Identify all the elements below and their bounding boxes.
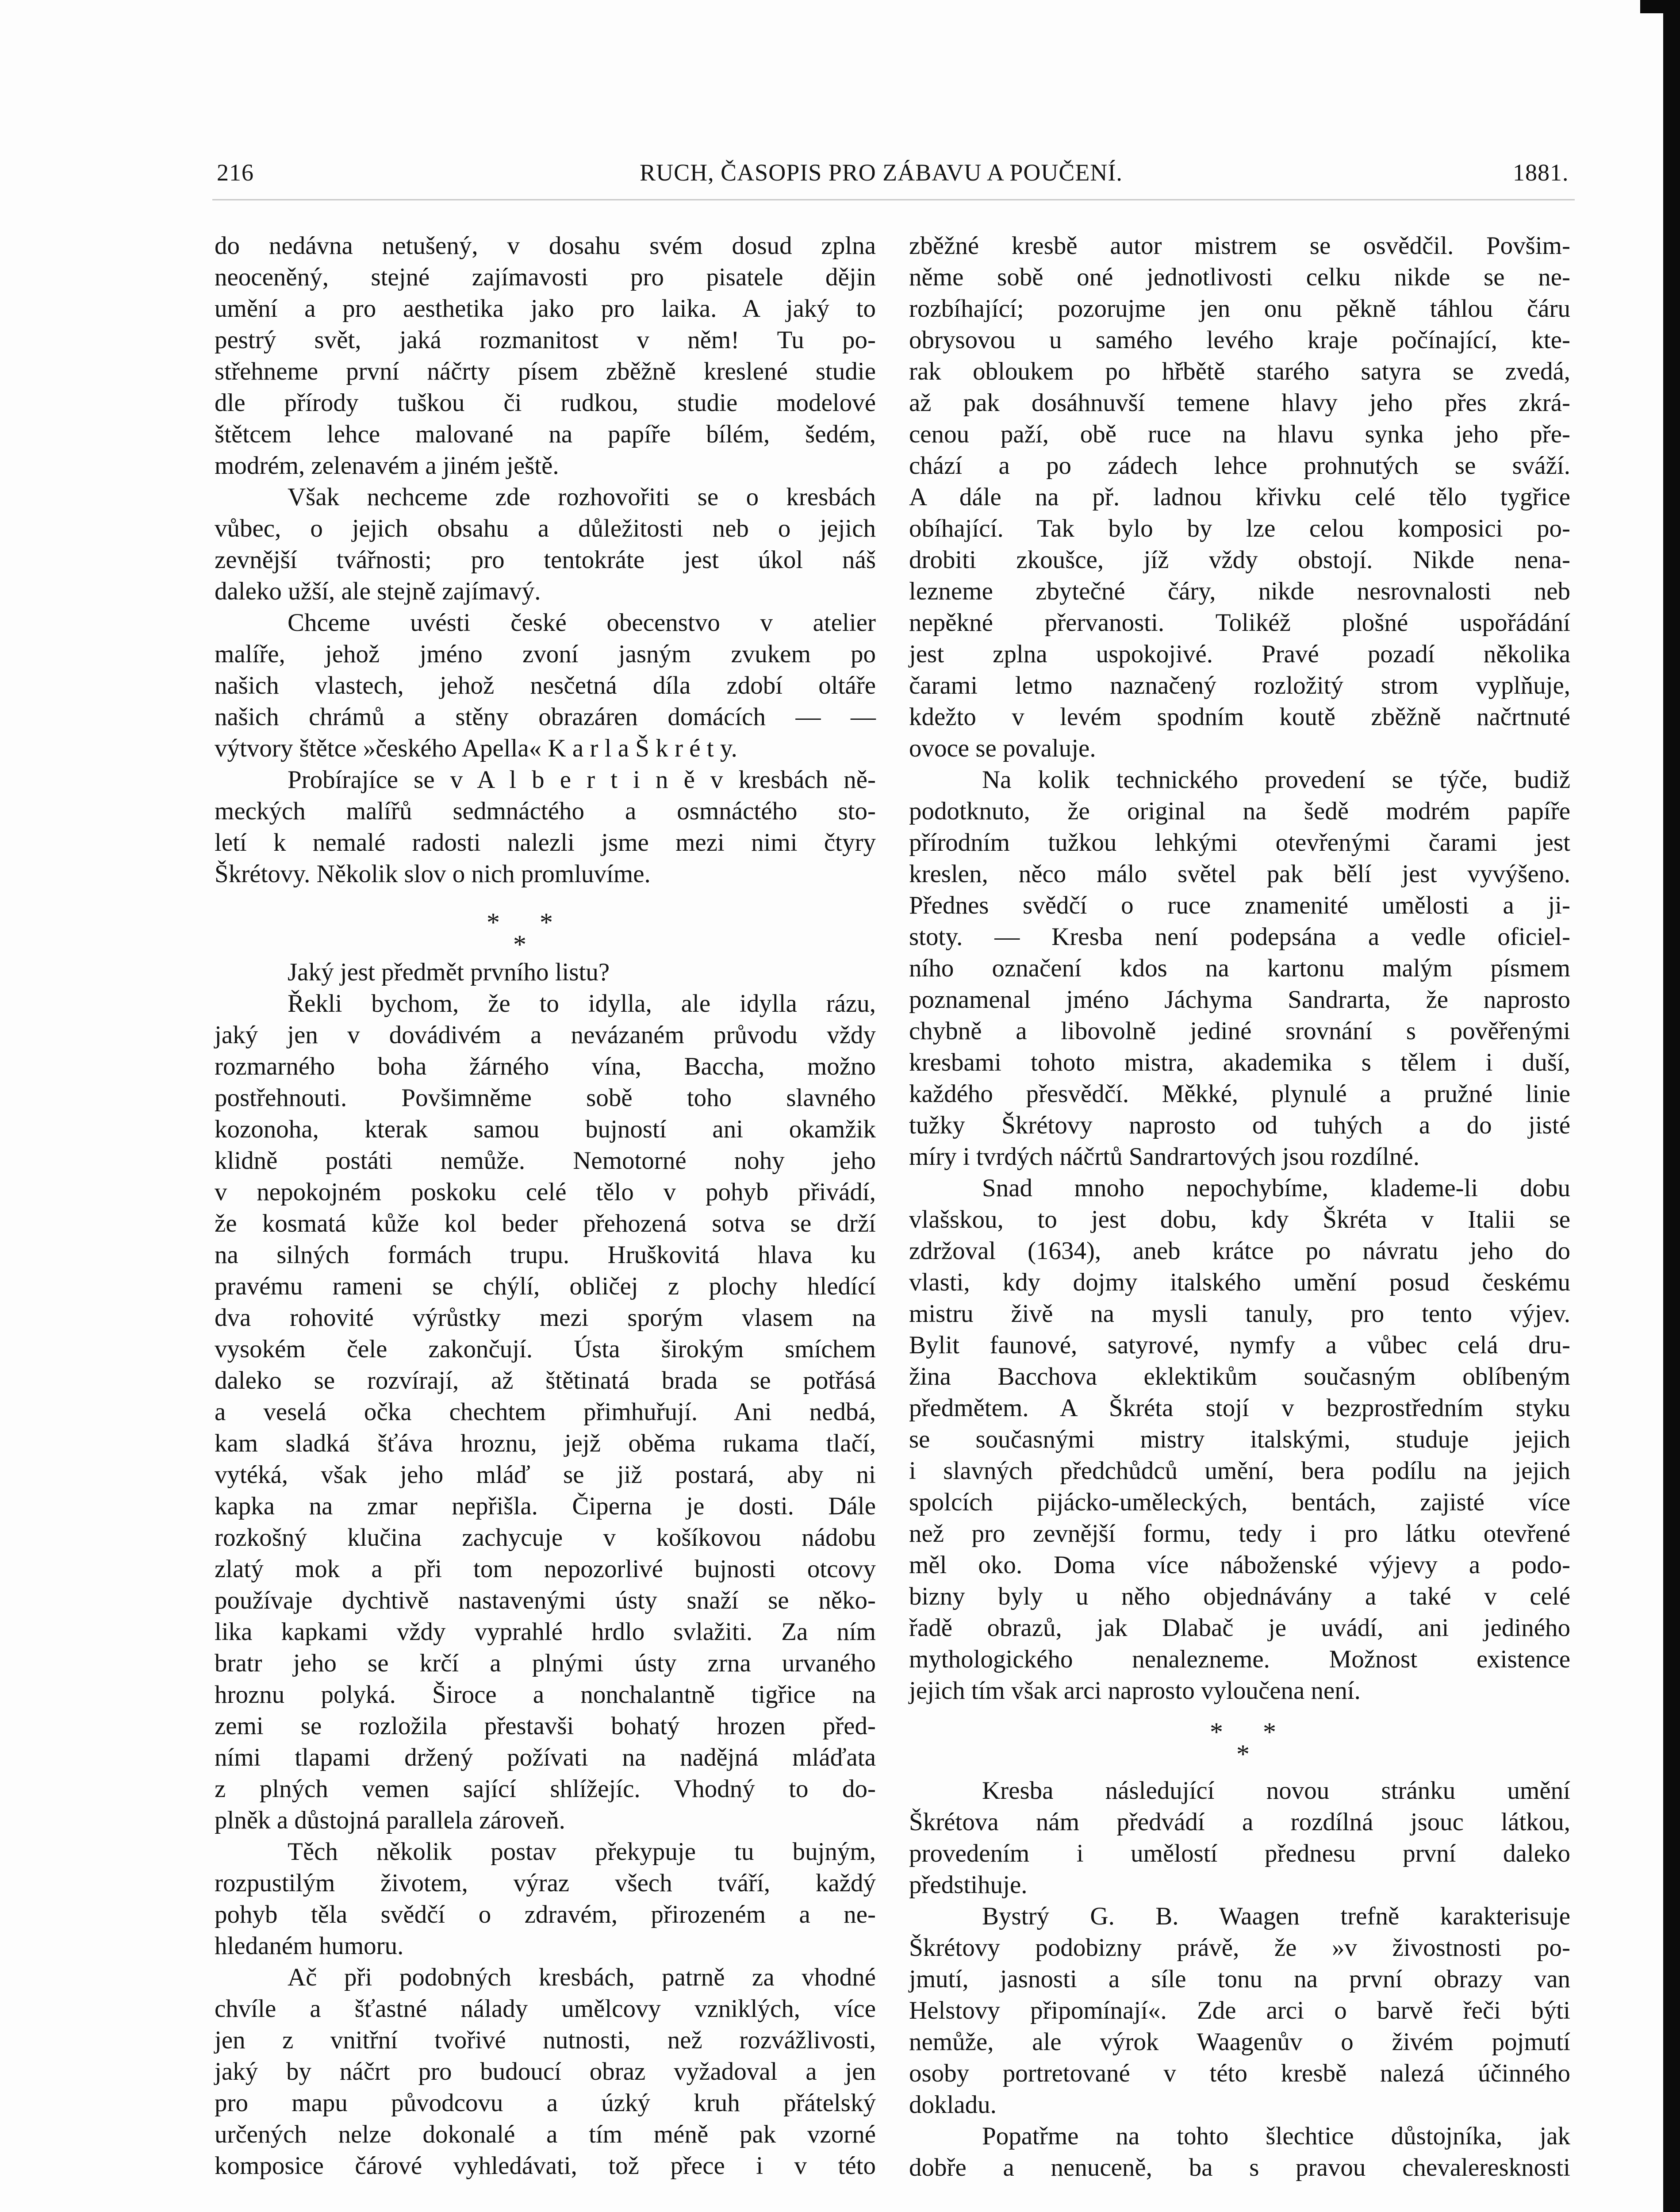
text-line: výtvory štětce »českého Apella« K a r l a Š k r é t y.: [215, 734, 737, 762]
text-line: Přednes svědčí o ruce znamenité umělosti a ji-: [909, 891, 1570, 919]
text-line: kdežto v levém spodním koutě zběžně načrtnuté: [909, 703, 1570, 731]
text-line: Snad mnoho nepochybíme, klademe-li dobu: [982, 1174, 1570, 1202]
text-line: střehneme první náčrty písem zběžně kreslené studie: [215, 357, 876, 385]
text-line: Škrétovy podobizny právě, že »v živostnosti po-: [909, 1934, 1570, 1962]
text-line: než pro zevnější formu, tedy i pro látku otevřené: [909, 1520, 1570, 1548]
text-line: zemi se rozložila přestavši bohatý hrozen před-: [215, 1712, 876, 1740]
text-line: Však nechceme zde rozhovořiti se o kresbách: [288, 483, 876, 511]
text-line: Chceme uvésti české obecenstvo v atelier: [288, 609, 876, 637]
text-line: lezneme zbytečné čáry, nikde nesrovnalosti neb: [909, 577, 1570, 605]
text-line: jest zplna uspokojivé. Pravé pozadí několika: [909, 640, 1570, 668]
text-line: se současnými mistry italskými, studuje jejich: [909, 1425, 1570, 1453]
text-line: vytéká, však jeho mláď se již postará, aby ni: [215, 1461, 876, 1489]
text-line: modrém, zelenavém a jiném ještě.: [215, 452, 559, 480]
text-line: Helstovy připomínají«. Zde arci o barvě řeči býti: [909, 1997, 1570, 2024]
text-line: zevnější tvářnosti; pro tentokráte jest úkol náš: [215, 546, 876, 574]
text-line: neoceněný, stejné zajímavosti pro pisatele dějin: [215, 263, 876, 291]
text-line: kresbami tohoto mistra, akademika s tělem i duší,: [909, 1048, 1570, 1076]
text-line: dokladu.: [909, 2091, 997, 2119]
text-line: vůbec, o jejich obsahu a důležitosti neb o jejich: [215, 515, 876, 542]
text-line: cenou paží, obě ruce na hlavu synka jeho pře-: [909, 420, 1570, 448]
text-line: ního označení kdos na kartonu malým písmem: [909, 954, 1570, 982]
text-line: komposice čárové vyhledávati, tož přece i v této: [215, 2152, 876, 2180]
text-line: bratr jeho se krčí a plnými ústy zrna urvaného: [215, 1649, 876, 1677]
text-line: bizny byly u něho objednávány a také v celé: [909, 1582, 1570, 1610]
text-line: hroznu polyká. Široce a nonchalantně tigřice na: [215, 1681, 876, 1709]
text-line: Popatřme na tohto šlechtice důstojníka, jak: [982, 2122, 1570, 2150]
text-line: plněk a důstojná parallela zároveň.: [215, 1806, 565, 1834]
section-separator: * * *: [487, 908, 553, 959]
text-line: meckých malířů sedmnáctého a osmnáctého sto-: [215, 797, 876, 825]
text-line: kreslen, něco málo světel pak bělí jest vyvýšeno.: [909, 860, 1570, 888]
text-line: obrysovou u samého levého kraje počínající, kte-: [909, 326, 1570, 354]
text-line: žina Bacchova eklektikům současným oblíbeným: [909, 1363, 1570, 1390]
text-line: pestrý svět, jaká rozmanitost v něm! Tu po-: [215, 326, 876, 354]
text-line: vlasti, kdy dojmy italského umění posud českému: [909, 1268, 1570, 1296]
text-line: až pak dosáhnuvší temene hlavy jeho přes zkrá-: [909, 389, 1570, 417]
text-line: chybně a libovolně jediné srovnání s pověřenými: [909, 1017, 1570, 1045]
text-line: určených nelze dokonalé a tím méně pak vzorné: [215, 2120, 876, 2148]
scan-edge: [1663, 0, 1680, 2212]
text-line: používaje dychtivě nastavenými ústy snaží se něko-: [215, 1586, 876, 1614]
text-line: rozpustilým životem, výraz všech tváří, každý: [215, 1869, 876, 1897]
text-line: vlašskou, to jest dobu, kdy Škréta v Italii se: [909, 1206, 1570, 1233]
text-line: Na kolik technického provedení se týče, budiž: [982, 766, 1570, 794]
text-line: rozkošný klučina zachycuje v košíkovou nádobu: [215, 1524, 876, 1551]
right-column-part2: [909, 1775, 1570, 2183]
text-line: nepěkné přervanosti. Tolikéž plošné uspořádání: [909, 609, 1570, 637]
text-line: Těch několik postav překypuje tu bujným,: [288, 1838, 876, 1866]
left-column-part1: [215, 230, 876, 890]
text-line: do nedávna netušený, v dosahu svém dosud zplna: [215, 232, 876, 260]
text-line: jaký by náčrt pro budoucí obraz vyžadoval a jen: [215, 2058, 876, 2085]
text-line: řadě obrazů, jak Dlabač je uvádí, ani jediného: [909, 1614, 1570, 1642]
text-line: ními tlapami držený požívati na nadějná mláďata: [215, 1743, 876, 1771]
text-line: v nepokojném poskoku celé tělo v pohyb přivádí,: [215, 1178, 876, 1206]
text-line: Ač při podobných kresbách, patrně za vhodné: [288, 1963, 876, 1991]
text-line: letí k nemalé radosti nalezli jsme mezi nimi čtyry: [215, 829, 876, 856]
text-line: pohyb těla svědčí o zdravém, přirozeném a ne-: [215, 1901, 876, 1928]
page-number: 216: [217, 159, 254, 186]
text-line: mythologického nenalezneme. Možnost existence: [909, 1645, 1570, 1673]
text-line: daleko užší, ale stejně zajímavý.: [215, 577, 541, 605]
text-line: spolcích pijácko-uměleckých, bentách, zajisté více: [909, 1488, 1570, 1516]
text-line: Probírajíce se v A l b e r t i n ě v kresbách ně-: [288, 766, 876, 794]
text-line: rozbíhající; pozorujme jen onu pěkně táhlou čáru: [909, 295, 1570, 323]
text-line: dle přírody tuškou či rudkou, studie modelové: [215, 389, 876, 417]
text-line: přírodním tužkou lehkými otevřenými čarami jest: [909, 829, 1570, 856]
text-line: dobře a nenuceně, ba s pravou chevaleresknosti: [909, 2154, 1570, 2181]
text-line: Kresba následující novou stránku umění: [982, 1777, 1570, 1805]
text-line: našich chrámů a stěny obrazáren domácích — —: [215, 703, 876, 731]
text-line: drobiti zkoušce, jíž vždy obstojí. Nikde nena-: [909, 546, 1570, 574]
text-line: předmětem. A Škréta stojí v bezprostředním styku: [909, 1394, 1570, 1422]
text-line: i slavných předchůdců umění, bera podílu na jejich: [909, 1457, 1570, 1485]
text-line: klidně postáti nemůže. Nemotorné nohy jeho: [215, 1147, 876, 1175]
text-line: Řekli bychom, že to idylla, ale idylla rázu,: [288, 990, 876, 1018]
text-line: jmutí, jasnosti a síle tonu na první obrazy van: [909, 1965, 1570, 1993]
scan-edge-corner: [1640, 0, 1680, 13]
text-line: nemůže, ale výrok Waagenův o živém pojmutí: [909, 2028, 1570, 2056]
text-line: Bylit faunové, satyrové, nymfy a vůbec celá dru-: [909, 1331, 1570, 1359]
text-line: kozonoha, kterak samou bujností ani okamžik: [215, 1115, 876, 1143]
section-separator: * * *: [1210, 1717, 1276, 1769]
text-line: zdržoval (1634), aneb krátce po návratu jeho do: [909, 1237, 1570, 1265]
header-rule: [212, 199, 1575, 200]
text-line: Škrétovy. Několik slov o nich promluvíme.: [215, 860, 651, 888]
text-line: zlatý mok a při tom nepozorlivé bujnosti otcovy: [215, 1555, 876, 1583]
text-line: dva rohovité výrůstky mezi sporým vlasem na: [215, 1304, 876, 1332]
text-line: čarami letmo naznačený rozložitý strom vyplňuje,: [909, 672, 1570, 699]
right-column-part1: [909, 230, 1570, 1706]
text-line: jejich tím však arci naprosto vyloučena není.: [909, 1677, 1361, 1705]
text-line: chází a po zádech lehce prohnutých se sváží.: [909, 452, 1570, 480]
text-line: lika kapkami vždy vyprahlé hrdlo svlažiti. Za ním: [215, 1618, 876, 1646]
text-line: chvíle a šťastné nálady umělcovy vzniklých, více: [215, 1995, 876, 2023]
text-line: rak obloukem po hřbětě starého satyra se zvedá,: [909, 357, 1570, 385]
text-line: malíře, jehož jméno zvoní jasným zvukem po: [215, 640, 876, 668]
text-line: kapka na zmar nepřišla. Čiperna je dosti. Dále: [215, 1492, 876, 1520]
running-title: RUCH, ČASOPIS PRO ZÁBAVU A POUČENÍ.: [640, 159, 1123, 186]
text-line: že kosmatá kůže kol beder přehozená sotva se drží: [215, 1210, 876, 1237]
left-column-part2: [215, 956, 876, 2181]
text-line: tužky Škrétovy naprosto od tuhých a do jisté: [909, 1111, 1570, 1139]
text-line: jen z vnitřní tvořivé nutnosti, než rozvážlivosti,: [215, 2026, 876, 2054]
text-line: jaký jen v dovádivém a nevázaném průvodu vždy: [215, 1021, 876, 1049]
text-line: míry i tvrdých náčrtů Sandrartových jsou rozdílné.: [909, 1143, 1419, 1171]
text-line: Bystrý G. B. Waagen trefně karakterisuje: [982, 1902, 1570, 1930]
text-line: A dále na př. ladnou křivku celé tělo tygřice: [909, 483, 1570, 511]
text-line: ovoce se povaluje.: [909, 734, 1096, 762]
text-line: osoby portretované v této kresbě nalezá účinného: [909, 2059, 1570, 2087]
text-line: mistru živě na mysli tanuly, pro tento výjev.: [909, 1300, 1570, 1328]
text-line: kam sladká šťáva hroznu, jejž oběma rukama tlačí,: [215, 1429, 876, 1457]
text-line: podotknuto, že original na šedě modrém papíře: [909, 797, 1570, 825]
text-line: postřehnouti. Povšimněme sobě toho slavného: [215, 1084, 876, 1112]
text-line: daleko se rozvírají, až štětinatá brada se potřásá: [215, 1367, 876, 1394]
text-line: a veselá očka chechtem přimhuřují. Ani nedbá,: [215, 1398, 876, 1426]
text-line: obíhající. Tak bylo by lze celou komposici po-: [909, 515, 1570, 542]
text-line: pro mapu původcovu a úzký kruh přátelský: [215, 2089, 876, 2117]
text-line: stoty. — Kresba není podepsána a vedle oficiel-: [909, 923, 1570, 951]
text-line: Škrétova nám předvádí a rozdílná jsouc látkou,: [909, 1808, 1570, 1836]
text-line: měl oko. Doma více náboženské výjevy a podo-: [909, 1551, 1570, 1579]
text-line: rozmarného boha žárného vína, Baccha, možno: [215, 1052, 876, 1080]
text-line: z plných vemen sající shlížejíc. Vhodný to do-: [215, 1775, 876, 1803]
text-line: něme sobě oné jednotlivosti celku nikde se ne-: [909, 263, 1570, 291]
text-line: provedením i umělostí přednesu první daleko: [909, 1839, 1570, 1867]
text-line: každého přesvědčí. Měkké, plynulé a pružné linie: [909, 1080, 1570, 1108]
text-line: hledaném humoru.: [215, 1932, 404, 1960]
text-line: našich vlastech, jehož nesčetná díla zdobí oltáře: [215, 672, 876, 699]
text-line: umění a pro aesthetika jako pro laika. A jaký to: [215, 295, 876, 323]
text-line: zběžné kresbě autor mistrem se osvědčil. Povšim-: [909, 232, 1570, 260]
text-line: pravému rameni se chýlí, obličej z plochy hledící: [215, 1272, 876, 1300]
text-line: vysokém čele zakončují. Ústa širokým smíchem: [215, 1335, 876, 1363]
text-line: na silných formách trupu. Hruškovitá hlava ku: [215, 1241, 876, 1269]
text-line: předstihuje.: [909, 1871, 1028, 1899]
text-line: poznamenal jméno Jáchyma Sandrarta, že naprosto: [909, 986, 1570, 1014]
text-line: štětcem lehce malované na papíře bílém, šedém,: [215, 420, 876, 448]
year: 1881.: [1513, 159, 1569, 186]
text-line: Jaký jest předmět prvního listu?: [288, 958, 610, 986]
